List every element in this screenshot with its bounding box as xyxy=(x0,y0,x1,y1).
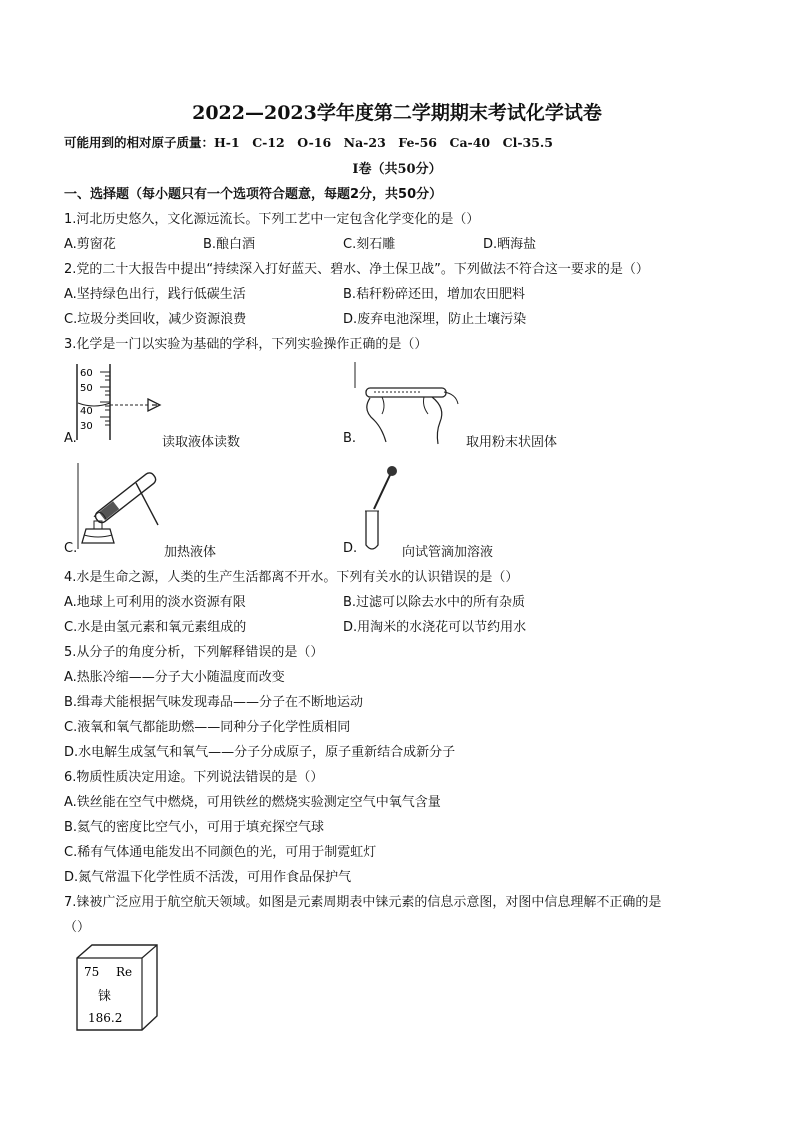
hands-test-tube-figure xyxy=(352,362,464,446)
q3-c-letter: C. xyxy=(64,541,78,556)
dropper-test-tube-figure xyxy=(360,463,400,553)
q1-option-b: B.酿白酒 xyxy=(203,237,256,252)
q7-stem-line1: 7.铼被广泛应用于航空航天领域。如图是元素周期表中铼元素的信息示意图，对图中信息理解不正确的是 xyxy=(64,895,662,910)
cyl-tick-50: 50 xyxy=(80,383,93,394)
q2-option-a: A.坚持绿色出行，践行低碳生活 xyxy=(64,287,246,302)
q2-option-c: C.垃圾分类回收，减少资源浪费 xyxy=(64,312,247,327)
q1-stem: 1.河北历史悠久，文化源远流长。下列工艺中一定包含化学变化的是（） xyxy=(64,212,480,227)
q2-stem: 2.党的二十大报告中提出“持续深入打好蓝天、碧水、净土保卫战”。下列做法不符合这一要求的是（） xyxy=(64,262,649,277)
volume-heading: Ⅰ卷（共50分） xyxy=(352,162,442,177)
heating-liquid-figure xyxy=(76,463,166,549)
element-card-figure xyxy=(74,942,160,1034)
cyl-tick-40: 40 xyxy=(80,406,93,417)
q4-option-c: C.水是由氢元素和氧元素组成的 xyxy=(64,620,247,635)
cyl-tick-60: 60 xyxy=(80,368,93,379)
q1-option-a: A.剪窗花 xyxy=(64,237,116,252)
q6-option-d: D.氮气常温下化学性质不活泼，可用作食品保护气 xyxy=(64,870,352,885)
q3-d-letter: D. xyxy=(343,541,358,556)
q1-option-c: C.刻石雕 xyxy=(343,237,396,252)
atomic-masses: 可能用到的相对原子质量：H-1 C-12 O-16 Na-23 Fe-56 Ca-40 Cl-35.5 xyxy=(64,135,553,150)
q5-option-b: B.缉毒犬能根据气味发现毒品——分子在不断地运动 xyxy=(64,695,364,710)
q6-option-c: C.稀有气体通电能发出不同颜色的光，可用于制霓虹灯 xyxy=(64,845,377,860)
q5-option-a: A.热胀冷缩——分子大小随温度而改变 xyxy=(64,670,285,685)
section-heading: 一、选择题（每小题只有一个选项符合题意，每题2分，共50分） xyxy=(64,187,443,202)
q6-stem: 6.物质性质决定用途。下列说法错误的是（） xyxy=(64,770,324,785)
q3-b-letter: B. xyxy=(343,431,357,446)
element-number: 75 xyxy=(84,965,100,979)
q3-stem: 3.化学是一门以实验为基础的学科，下列实验操作正确的是（） xyxy=(64,337,428,352)
q1-option-d: D.晒海盐 xyxy=(483,237,537,252)
q2-option-b: B.秸秆粉碎还田，增加农田肥料 xyxy=(343,287,526,302)
q5-option-d: D.水电解生成氢气和氧气——分子分成原子，原子重新结合成新分子 xyxy=(64,745,456,760)
element-symbol: Re xyxy=(116,965,133,979)
cyl-tick-30: 30 xyxy=(80,421,93,432)
q4-option-a: A.地球上可利用的淡水资源有限 xyxy=(64,595,246,610)
q7-stem-line2: （） xyxy=(64,920,91,935)
q3-a-text: 读取液体读数 xyxy=(162,435,241,450)
exam-title: 2022—2023学年度第二学期期末考试化学试卷 xyxy=(192,102,602,124)
q6-option-a: A.铁丝能在空气中燃烧，可用铁丝的燃烧实验测定空气中氧气含量 xyxy=(64,795,441,810)
q4-option-d: D.用淘米的水浇花可以节约用水 xyxy=(343,620,527,635)
element-mass: 186.2 xyxy=(88,1011,123,1025)
q3-b-text: 取用粉末状固体 xyxy=(466,435,558,450)
q3-c-text: 加热液体 xyxy=(164,545,217,560)
q3-d-text: 向试管滴加溶液 xyxy=(402,545,494,560)
q4-option-b: B.过滤可以除去水中的所有杂质 xyxy=(343,595,526,610)
graduated-cylinder-figure xyxy=(76,362,166,440)
q5-stem: 5.从分子的角度分析，下列解释错误的是（） xyxy=(64,645,324,660)
q4-stem: 4.水是生命之源，人类的生产生活都离不开水。下列有关水的认识错误的是（） xyxy=(64,570,519,585)
q5-option-c: C.液氧和氧气都能助燃——同种分子化学性质相同 xyxy=(64,720,351,735)
q2-option-d: D.废弃电池深埋，防止土壤污染 xyxy=(343,312,527,327)
q6-option-b: B.氦气的密度比空气小，可用于填充探空气球 xyxy=(64,820,325,835)
element-name: 铼 xyxy=(98,989,112,1004)
q3-a-letter: A. xyxy=(64,431,77,446)
